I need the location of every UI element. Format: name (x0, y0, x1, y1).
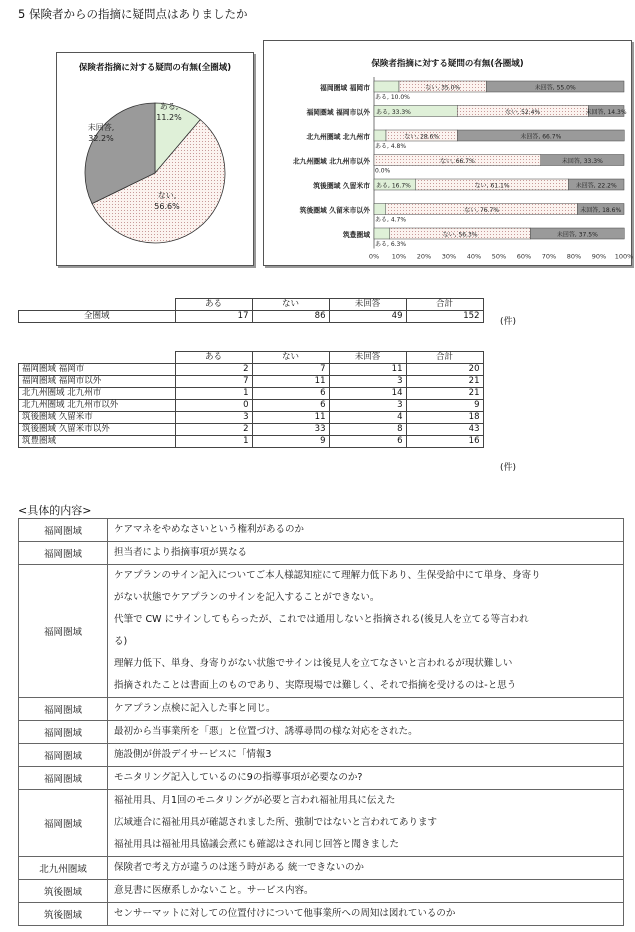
table-row (19, 436, 484, 448)
detail-row (19, 721, 624, 744)
detail-row (19, 790, 624, 857)
bar-chart (264, 41, 634, 265)
detail-line: 広域連合に福祉用具が確認されました所、強制ではないと言われてあります (114, 817, 438, 828)
cell-value: 152 (406, 311, 483, 323)
detail-line: 代筆で CW にサインしてもらったが、これでは通用しないと指摘される(後見人を立てる等言われ (114, 614, 529, 625)
detail-line: 福祉用具は福祉用具協議会煮にも確認はされ同じ回答と聞きました (114, 839, 400, 850)
cell-value: 0 (175, 400, 252, 412)
x-tick-label: 90% (591, 252, 607, 261)
detail-region: 福岡圏域 (19, 790, 108, 857)
pie-slice-label: ない, 56.6% (154, 191, 180, 211)
detail-region: 福岡圏域 (19, 767, 108, 790)
bar-data-label: 未回答, 18.6% (580, 207, 622, 214)
category-label: 筑後圏域 久留米市 (313, 182, 370, 190)
cell-value: 21 (406, 388, 483, 400)
detail-content (108, 903, 624, 926)
cell-value: 1 (175, 388, 252, 400)
detail-region: 福岡圏域 (19, 698, 108, 721)
detail-row (19, 542, 624, 565)
detail-content (108, 565, 624, 698)
detail-content (108, 857, 624, 880)
detail-line: ケアプラン点検に記入した事と同じ。 (114, 703, 276, 714)
bar-data-label: 未回答, 66.7% (520, 133, 562, 141)
x-tick-label: 80% (566, 252, 582, 261)
details-table (18, 518, 624, 926)
table-row (19, 412, 484, 424)
cell-value: 4 (329, 412, 406, 424)
category-label: 筑後圏域 久留米市以外 (299, 206, 370, 215)
cell-value: 43 (406, 424, 483, 436)
x-tick-label: 10% (391, 252, 407, 261)
cell-value: 3 (329, 400, 406, 412)
section-title: 5 保険者からの指摘に疑問点はありましたか (18, 7, 248, 21)
cell-value: 3 (175, 412, 252, 424)
col-header: 未回答 (329, 352, 406, 364)
row-label: 北九州圏域 北九州市以外 (19, 400, 176, 412)
x-tick-label: 60% (516, 252, 532, 261)
cell-value: 8 (329, 424, 406, 436)
x-tick-label: 100% (614, 252, 634, 261)
cell-value: 11 (252, 376, 329, 388)
table-row (19, 400, 484, 412)
x-tick-label: 20% (416, 252, 432, 261)
row-label: 筑豊圏域 (19, 436, 176, 448)
table-header-row (19, 352, 484, 364)
bar-data-label: ない, 66.7% (439, 158, 475, 165)
x-tick-label: 30% (441, 252, 457, 261)
detail-line: ケアプランのサイン記入についてご本人様認知症にて理解力低下あり、生保受給中にて単身、身寄り (114, 570, 541, 581)
bar-data-label: 未回答, 37.5% (556, 231, 598, 239)
bar-data-label: ある, 6.3% (375, 241, 407, 248)
detail-region: 福岡圏域 (19, 519, 108, 542)
detail-line: がない状態でケアプランのサインを記入することができない。 (114, 592, 380, 603)
bar-chart-title: 保険者指摘に対する疑問の有無(各圏域) (371, 59, 524, 69)
row-label: 筑後圏域 久留米市 (19, 412, 176, 424)
cell-value: 11 (329, 364, 406, 376)
detail-content (108, 721, 624, 744)
bar-chart-panel (263, 40, 632, 266)
detail-region: 福岡圏域 (19, 744, 108, 767)
bar-data-label: ない, 76.7% (464, 207, 500, 214)
col-header: ない (252, 352, 329, 364)
detail-region: 福岡圏域 (19, 542, 108, 565)
cell-value: 6 (329, 436, 406, 448)
region-unit: (件) (500, 463, 517, 473)
cell-value: 21 (406, 376, 483, 388)
x-tick-label: 40% (466, 252, 482, 261)
pie-chart (57, 53, 253, 265)
x-tick-label: 0% (368, 252, 380, 261)
category-label: 筑豊圏域 (342, 231, 370, 239)
cell-value: 9 (406, 400, 483, 412)
detail-content (108, 542, 624, 565)
cell-value: 86 (252, 311, 329, 323)
bar-data-label: ない, 28.6% (404, 133, 440, 141)
table-header-row (19, 299, 484, 311)
region-table (18, 351, 484, 448)
detail-line: 施設側が併設デイサービスに「情報3 (114, 749, 272, 760)
detail-content (108, 744, 624, 767)
cell-value: 33 (252, 424, 329, 436)
bar-data-label: ある, 33.3% (376, 109, 411, 116)
bar-segment (374, 228, 390, 239)
pie-slice-label: ある, 11.2% (156, 102, 182, 122)
cell-value: 6 (252, 388, 329, 400)
row-label: 全圏域 (19, 311, 176, 323)
cell-value: 16 (406, 436, 483, 448)
x-tick-label: 70% (541, 252, 557, 261)
table-corner (19, 299, 176, 311)
cell-value: 17 (175, 311, 252, 323)
detail-content (108, 767, 624, 790)
pie-slice-label: 未回答, 32.2% (87, 123, 115, 143)
category-label: 北九州圏域 北九州市 (306, 133, 370, 141)
detail-content (108, 698, 624, 721)
table-corner (19, 352, 176, 364)
row-label: 福岡圏域 福岡市 (19, 364, 176, 376)
detail-region: 筑後圏域 (19, 903, 108, 926)
detail-line: る) (114, 636, 128, 647)
detail-row (19, 880, 624, 903)
details-heading: <具体的内容> (18, 504, 92, 517)
detail-row (19, 565, 624, 698)
bar-segment (374, 81, 399, 92)
col-header: ある (175, 352, 252, 364)
detail-line: モニタリング記入しているのに9の指導事項が必要なのか? (114, 772, 363, 783)
detail-line: 理解力低下、単身、身寄りがない状態でサインは後見人を立てなさいと言われるが現状難しい (114, 658, 513, 669)
detail-region: 福岡圏域 (19, 721, 108, 744)
detail-row (19, 698, 624, 721)
detail-line: 意見書に医療系しかないこと。サービス内容。 (114, 885, 314, 896)
cell-value: 18 (406, 412, 483, 424)
cell-value: 7 (175, 376, 252, 388)
category-label: 北九州圏域 北九州市以外 (292, 157, 370, 166)
detail-row (19, 767, 624, 790)
table-row (19, 424, 484, 436)
pie-chart-title: 保険者指摘に対する疑問の有無(全圏域) (78, 63, 232, 73)
cell-value: 3 (329, 376, 406, 388)
detail-line: ケアマネをやめなさいという権利があるのか (114, 524, 305, 535)
detail-region: 福岡圏域 (19, 565, 108, 698)
bar-data-label: ある, 4.8% (375, 143, 407, 150)
cell-value: 49 (329, 311, 406, 323)
detail-region: 筑後圏域 (19, 880, 108, 903)
cell-value: 9 (252, 436, 329, 448)
bar-data-label: ある, 16.7% (376, 182, 411, 190)
cell-value: 2 (175, 364, 252, 376)
detail-content (108, 519, 624, 542)
bar-data-label: ない, 35.0% (425, 84, 461, 92)
bar-data-label: 0.0% (375, 167, 391, 175)
category-label: 福岡圏域 福岡市以外 (306, 108, 370, 117)
detail-line: 指摘されたことは書面上のものであり、実際現場では難しく、それで指摘を受けるのは-と思う (114, 680, 517, 691)
col-header: 合計 (406, 352, 483, 364)
col-header: ない (252, 299, 329, 311)
bar-segment (374, 204, 386, 215)
bar-data-label: 未回答, 55.0% (534, 84, 576, 92)
cell-value: 20 (406, 364, 483, 376)
table-row (19, 388, 484, 400)
summary-table (18, 298, 484, 323)
detail-line: 担当者により指摘事項が異なる (114, 547, 248, 558)
detail-line: 保険者で考え方が違うのは迷う時がある 統一できないのか (114, 862, 365, 873)
table-row (19, 376, 484, 388)
col-header: 未回答 (329, 299, 406, 311)
col-header: ある (175, 299, 252, 311)
col-header: 合計 (406, 299, 483, 311)
detail-region: 北九州圏域 (19, 857, 108, 880)
row-label: 福岡圏域 福岡市以外 (19, 376, 176, 388)
cell-value: 14 (329, 388, 406, 400)
bar-data-label: 未回答, 33.3% (561, 158, 603, 165)
bar-data-label: 未回答, 14.3% (585, 109, 627, 116)
row-label: 筑後圏域 久留米市以外 (19, 424, 176, 436)
cell-value: 6 (252, 400, 329, 412)
detail-line: 福祉用具、月1回のモニタリングが必要と言われ福祉用具に伝えた (114, 795, 396, 806)
summary-unit: (件) (500, 317, 517, 327)
bar-data-label: ない, 56.3% (442, 231, 478, 239)
bar-data-label: 未回答, 22.2% (575, 182, 617, 190)
bar-data-label: ある, 4.7% (375, 216, 407, 224)
detail-row (19, 519, 624, 542)
detail-row (19, 903, 624, 926)
detail-row (19, 744, 624, 767)
bar-segment (374, 130, 386, 141)
pie-chart-panel (56, 52, 254, 266)
table-row (19, 364, 484, 376)
detail-content (108, 790, 624, 857)
detail-line: 最初から当事業所を「悪」と位置づけ、誘導尋問の様な対応をされた。 (114, 726, 418, 737)
detail-line: センサーマットに対しての位置付けについて他事業所への周知は図れているのか (114, 908, 456, 919)
detail-row (19, 857, 624, 880)
category-label: 福岡圏域 福岡市 (320, 84, 370, 92)
cell-value: 2 (175, 424, 252, 436)
x-tick-label: 50% (491, 252, 507, 261)
table-row (19, 311, 484, 323)
cell-value: 7 (252, 364, 329, 376)
cell-value: 1 (175, 436, 252, 448)
cell-value: 11 (252, 412, 329, 424)
bar-data-label: ある, 10.0% (375, 94, 410, 101)
row-label: 北九州圏域 北九州市 (19, 388, 176, 400)
detail-content (108, 880, 624, 903)
bar-data-label: ない, 61.1% (474, 182, 510, 190)
bar-data-label: ない, 52.4% (505, 109, 541, 116)
